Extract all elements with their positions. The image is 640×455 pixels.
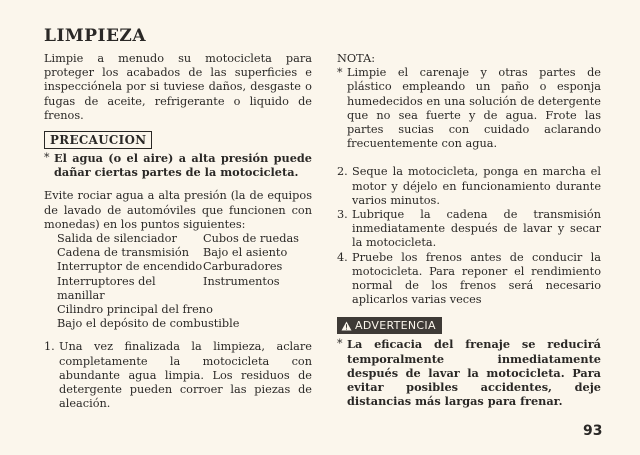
nota-label: NOTA: — [337, 52, 376, 65]
left-column — [44, 26, 312, 411]
bullet-star: * — [337, 337, 343, 351]
step-text: Pruebe los frenos antes de conducir la motocicleta. Para reponer el rendimiento normal de los frenos será necesario aplicarlos varias veces — [352, 250, 601, 307]
part-item: Cadena de transmisión — [57, 246, 189, 260]
parts-list — [57, 232, 312, 331]
nota-text: Limpie el carenaje y otras partes de plástico empleando un paño o esponja humedecidos en una solución de detergente que no sea fuerte y de agua. Frote las partes sucias con cuidado aclarando frecuentemente con agua. — [347, 66, 601, 151]
part-item: Salida de silenciador — [57, 232, 177, 246]
step-text: Seque la motocicleta, ponga en marcha el motor y déjelo en funcionamiento durante varios minutos. — [352, 165, 601, 207]
step-text: Una vez finalizada la limpieza, aclare completamente la motocicleta con abundante agua limpia. Los residuos de detergente pueden corroer las piezas de aleación. — [59, 340, 312, 411]
step-1 — [44, 340, 312, 411]
precaucion-label: PRECAUCION — [44, 131, 152, 149]
page-number: 93 — [583, 423, 603, 439]
part-item: Bajo el asiento — [203, 246, 288, 260]
part-item: Carburadores — [203, 260, 283, 274]
advertencia-label — [337, 317, 442, 334]
advertencia-label-text: ADVERTENCIA — [355, 319, 436, 333]
step-number: 2. — [337, 165, 348, 179]
bullet-star: * — [44, 151, 50, 165]
part-item: Bajo el depósito de combustible — [57, 317, 240, 331]
nota-note — [337, 66, 601, 151]
step-number: 1. — [44, 340, 55, 354]
step-number: 4. — [337, 250, 348, 264]
part-item: Instrumentos — [203, 274, 280, 288]
step-2 — [337, 165, 601, 208]
part-item: Interruptores del manillar — [57, 274, 156, 302]
precaucion-text: El agua (o el aire) a alta presión puede dañar ciertas partes de la motocicleta. — [54, 151, 312, 180]
bullet-star: * — [337, 66, 343, 80]
intro-paragraph: Limpie a menudo su motocicleta para proteger los acabados de las superficies e inspecciónela por si tuviese daños, desgaste o fugas de aceite, refrigerante o liquido de frenos. — [44, 52, 312, 122]
part-item: Interruptor de encendido — [57, 260, 203, 274]
warning-triangle-icon — [341, 321, 352, 331]
step-number: 3. — [337, 208, 348, 222]
part-item: Cubos de ruedas — [203, 232, 299, 246]
advertencia-note — [337, 337, 601, 408]
right-column — [337, 52, 601, 408]
avoid-paragraph: Evite rociar agua a alta presión (la de equipos de lavado de automóviles que funcionen con monedas) en los puntos siguientes: — [44, 189, 312, 231]
section-title: LIMPIEZA — [44, 26, 147, 46]
precaucion-note — [44, 151, 312, 179]
part-item: Cilindro principal del freno — [57, 303, 213, 317]
advertencia-text: La eficacia del frenaje se reducirá temporalmente inmediatamente después de lavar la motocicleta. Para evitar posibles accidentes, deje distancias más largas para frenar. — [347, 337, 601, 409]
step-3 — [337, 208, 601, 251]
step-text: Lubrique la cadena de transmisión inmediatamente después de lavar y secar la motocicleta. — [352, 208, 601, 250]
step-4 — [337, 251, 601, 308]
